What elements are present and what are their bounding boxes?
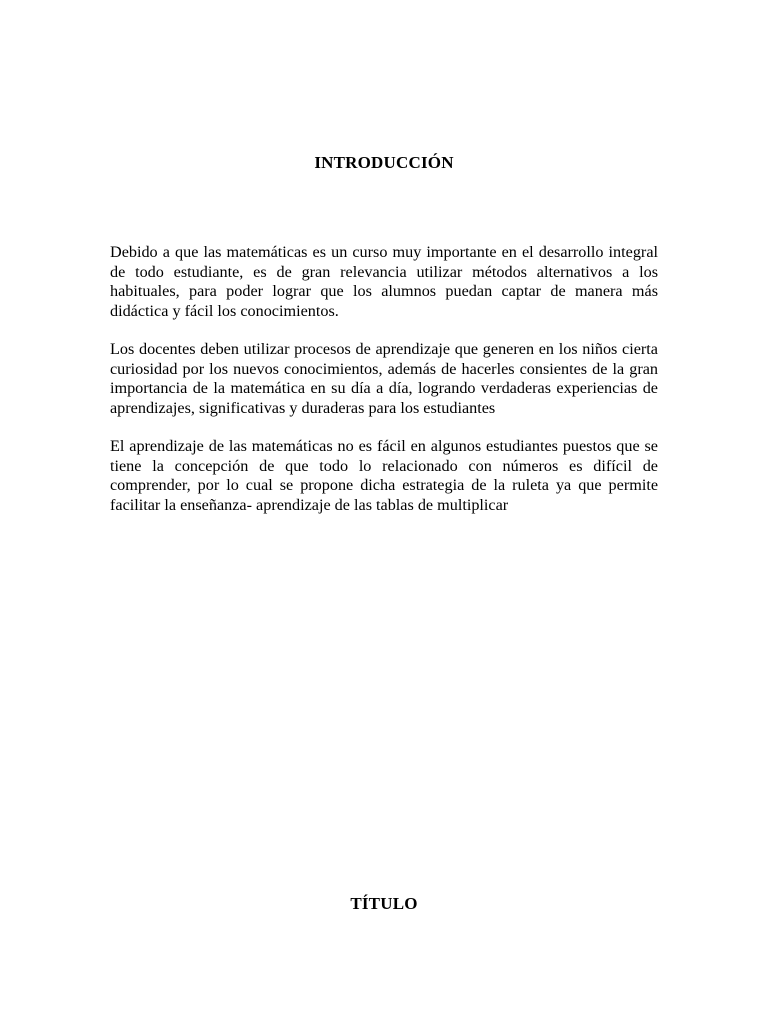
paragraph-3: El aprendizaje de las matemáticas no es fácil en algunos estudiantes puestos que se tiene la concepción de que todo lo relacionado con números es difícil de comprender, por lo cual se propone dicha estrategia de la ruleta ya que permite facilitar la enseñanza- aprendizaje de las tablas de multiplicar (110, 437, 658, 514)
introduction-body (110, 243, 658, 534)
paragraph-2: Los docentes deben utilizar procesos de aprendizaje que generen en los niños cierta curiosidad por los nuevos conocimientos, además de hacerles consientes de la gran importancia de la matemática en su día a día, logrando verdaderas experiencias de aprendizajes, significativas y duraderas para los estudiantes (110, 340, 658, 417)
paragraph-1: Debido a que las matemáticas es un curso muy importante en el desarrollo integral de todo estudiante, es de gran relevancia utilizar métodos alternativos a los habituales, para poder lograr que los alumnos puedan captar de manera más didáctica y fácil los conocimientos. (110, 243, 658, 320)
introduction-heading: INTRODUCCIÓN (314, 153, 454, 172)
title-heading: TÍTULO (350, 894, 418, 913)
